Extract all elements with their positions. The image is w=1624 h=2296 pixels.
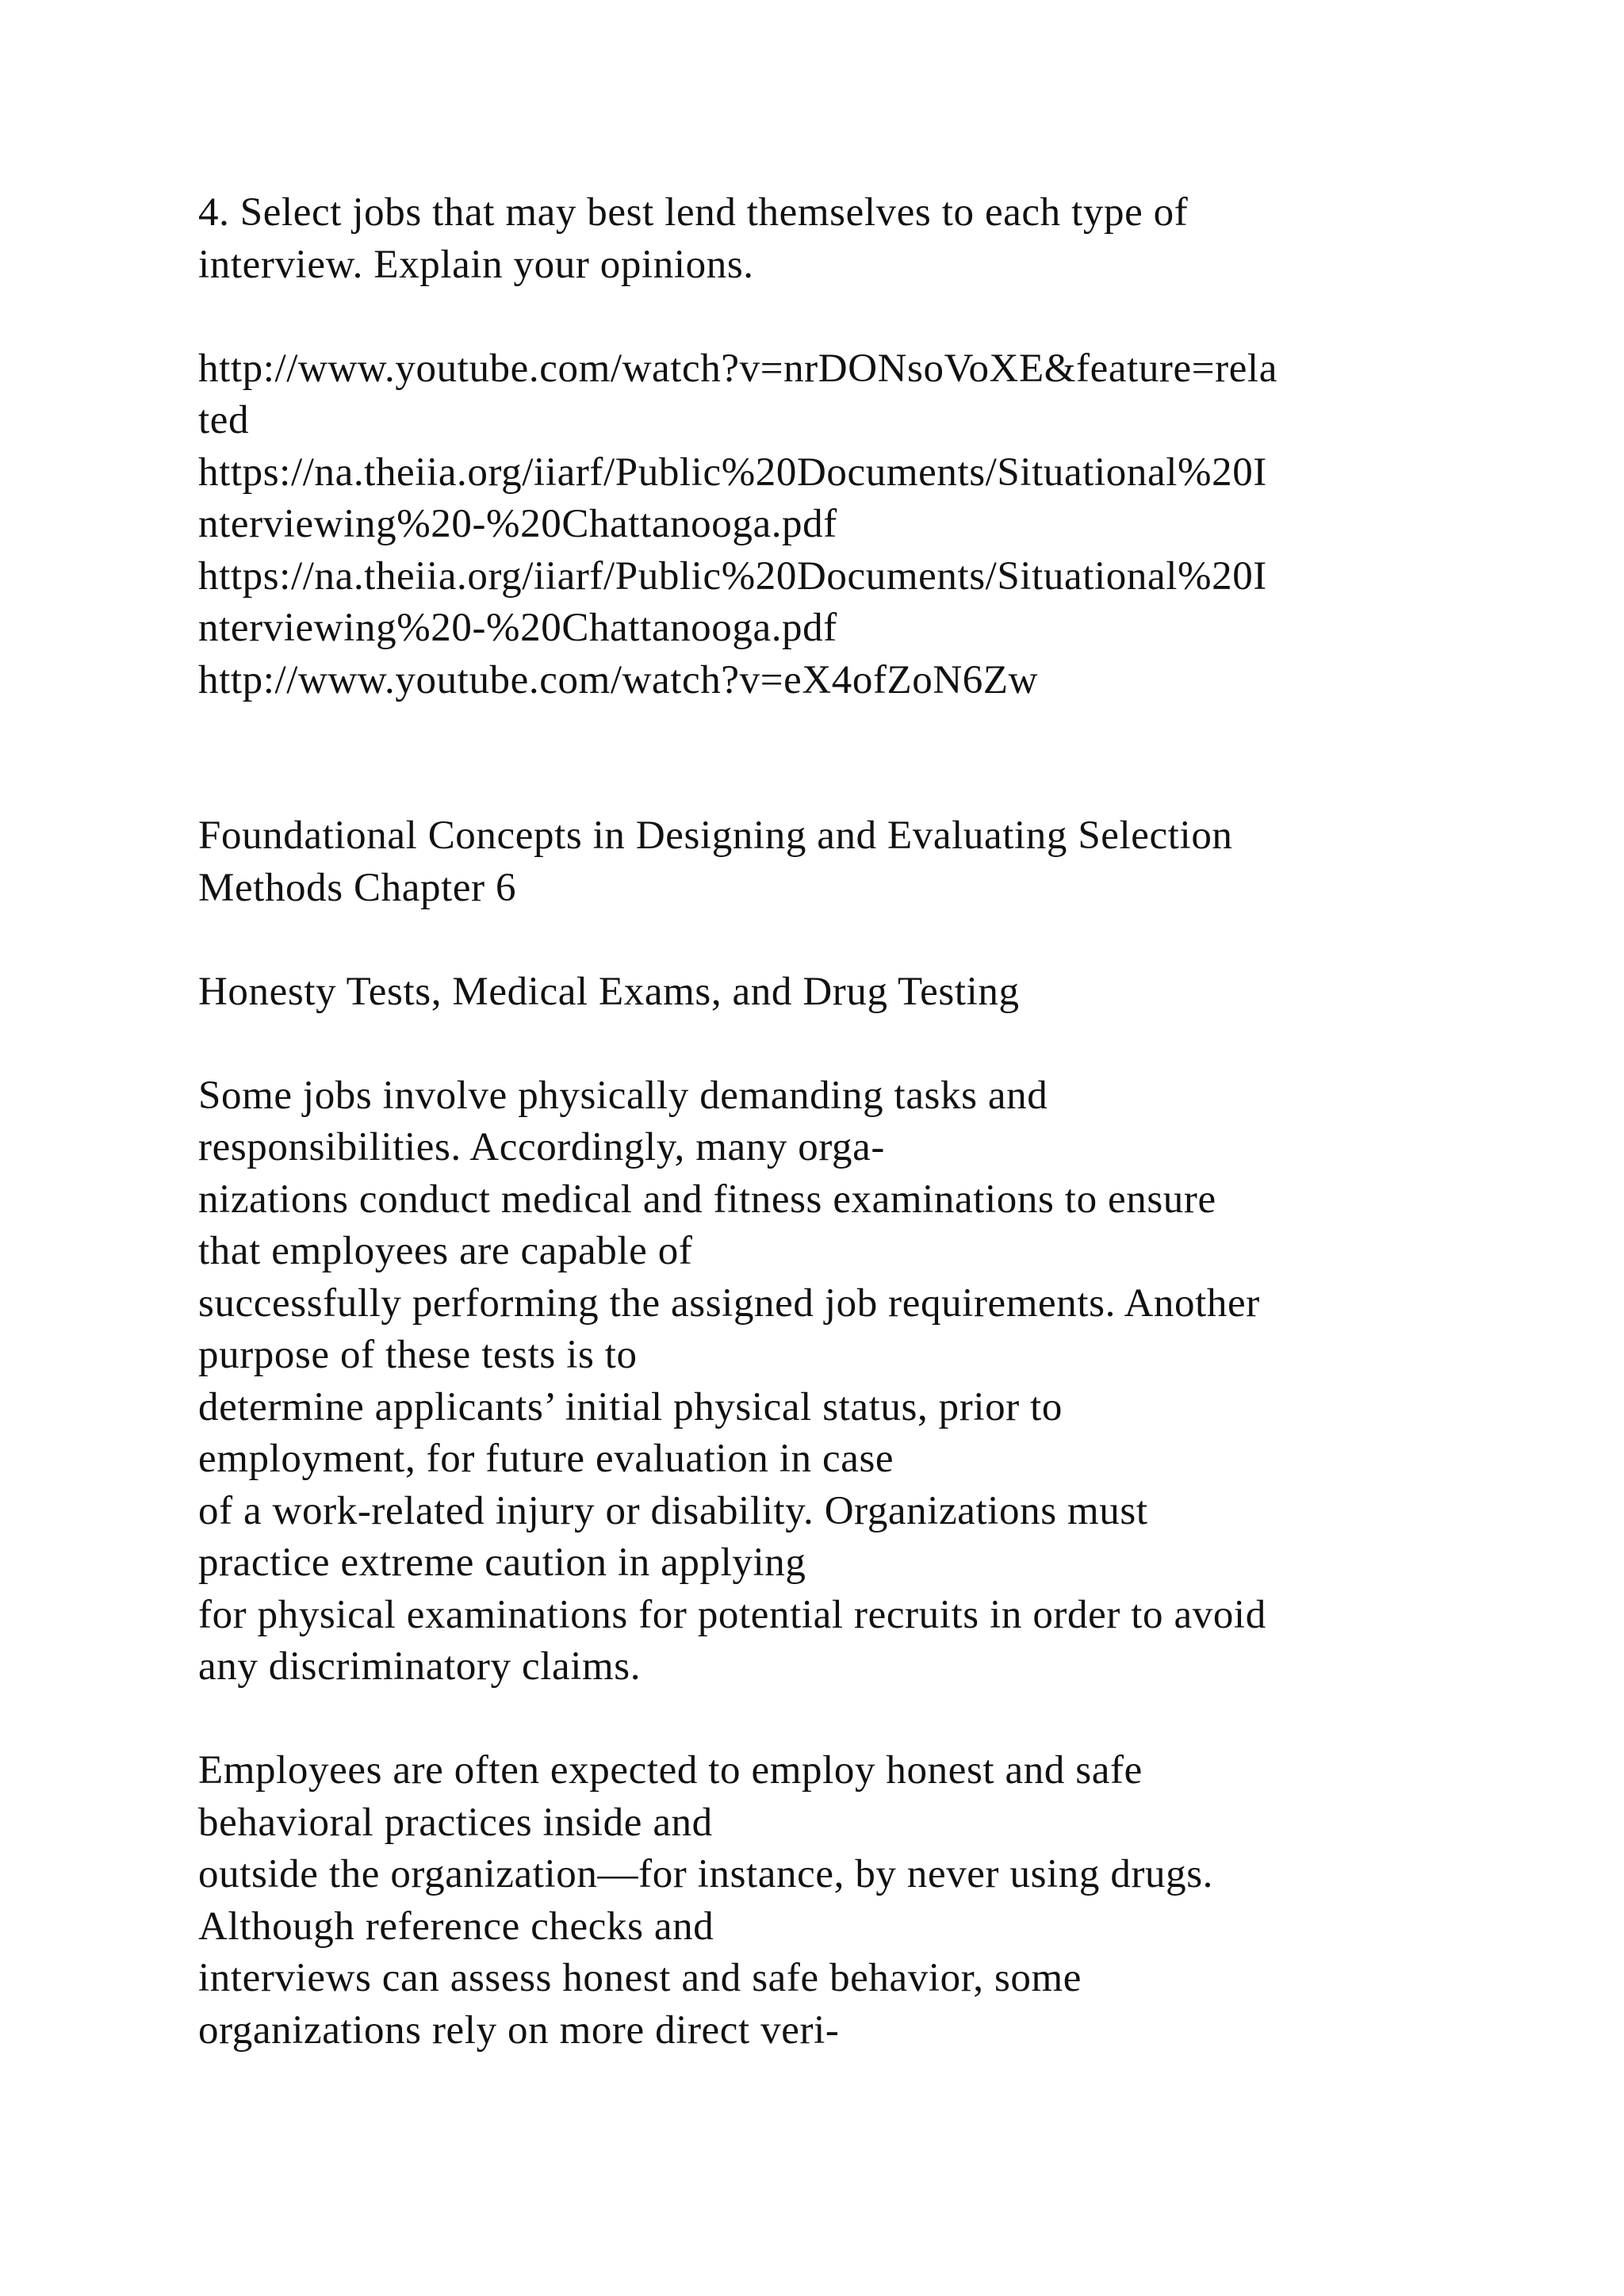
section-heading-line: Honesty Tests, Medical Exams, and Drug Testing [198, 969, 1020, 1014]
link-text: https://na.theiia.org/iiarf/Public%20Documents/Situational%20I [198, 553, 1267, 599]
paragraph-line: Employees are often expected to employ honest and safe [198, 1748, 1143, 1793]
paragraph-line: Although reference checks and [198, 1904, 714, 1949]
paragraph-honesty [198, 1745, 1546, 2057]
question-line: 4. Select jobs that may best lend themselves to each type of [198, 190, 1189, 235]
paragraph-physical-exams [198, 1070, 1546, 1693]
paragraph-line: any discriminatory claims. [198, 1644, 642, 1689]
spacer [198, 1693, 1546, 1746]
paragraph-line: outside the organization—for instance, by never using drugs. [198, 1852, 1214, 1896]
paragraph-line: successfully performing the assigned job requirements. Another [198, 1280, 1260, 1326]
paragraph-line: determine applicants’ initial physical status, prior to [198, 1384, 1063, 1429]
document-body [198, 187, 1546, 2057]
question-line: interview. Explain your opinions. [198, 242, 754, 287]
paragraph-line: of a work-related injury or disability. Organizations must [198, 1488, 1148, 1533]
paragraph-line: employment, for future evaluation in case [198, 1437, 894, 1481]
spacer [198, 706, 1546, 810]
paragraph-line: nizations conduct medical and fitness examinations to ensure [198, 1177, 1216, 1222]
link-text: ted [198, 398, 250, 442]
link-text: nterviewing%20-%20Chattanooga.pdf [198, 502, 837, 546]
link-text: http://www.youtube.com/watch?v=eX4ofZoN6Zw [198, 657, 1039, 702]
chapter-heading-line: Methods Chapter 6 [198, 865, 517, 910]
chapter-heading [198, 810, 1546, 914]
link-text: http://www.youtube.com/watch?v=nrDONsoVoXE&feature=rela [198, 346, 1277, 391]
paragraph-line: practice extreme caution in applying [198, 1540, 806, 1585]
section-heading [198, 966, 1546, 1019]
chapter-heading-line: Foundational Concepts in Designing and Evaluating Selection [198, 813, 1233, 858]
paragraph-line: purpose of these tests is to [198, 1333, 638, 1377]
spacer [198, 291, 1546, 343]
paragraph-line: behavioral practices inside and [198, 1800, 713, 1845]
links-block [198, 343, 1546, 707]
paragraph-line: organizations rely on more direct veri- [198, 2007, 840, 2053]
paragraph-line: for physical examinations for potential recruits in order to avoid [198, 1592, 1266, 1637]
paragraph-line: responsibilities. Accordingly, many orga- [198, 1125, 885, 1169]
spacer [198, 914, 1546, 966]
spacer [198, 1018, 1546, 1070]
paragraph-line: interviews can assess honest and safe behavior, some [198, 1956, 1082, 2000]
paragraph-line: Some jobs involve physically demanding tasks and [198, 1073, 1048, 1118]
link-text: nterviewing%20-%20Chattanooga.pdf [198, 606, 837, 650]
question-block [198, 187, 1546, 291]
link-text: https://na.theiia.org/iiarf/Public%20Documents/Situational%20I [198, 450, 1267, 495]
paragraph-line: that employees are capable of [198, 1229, 693, 1273]
